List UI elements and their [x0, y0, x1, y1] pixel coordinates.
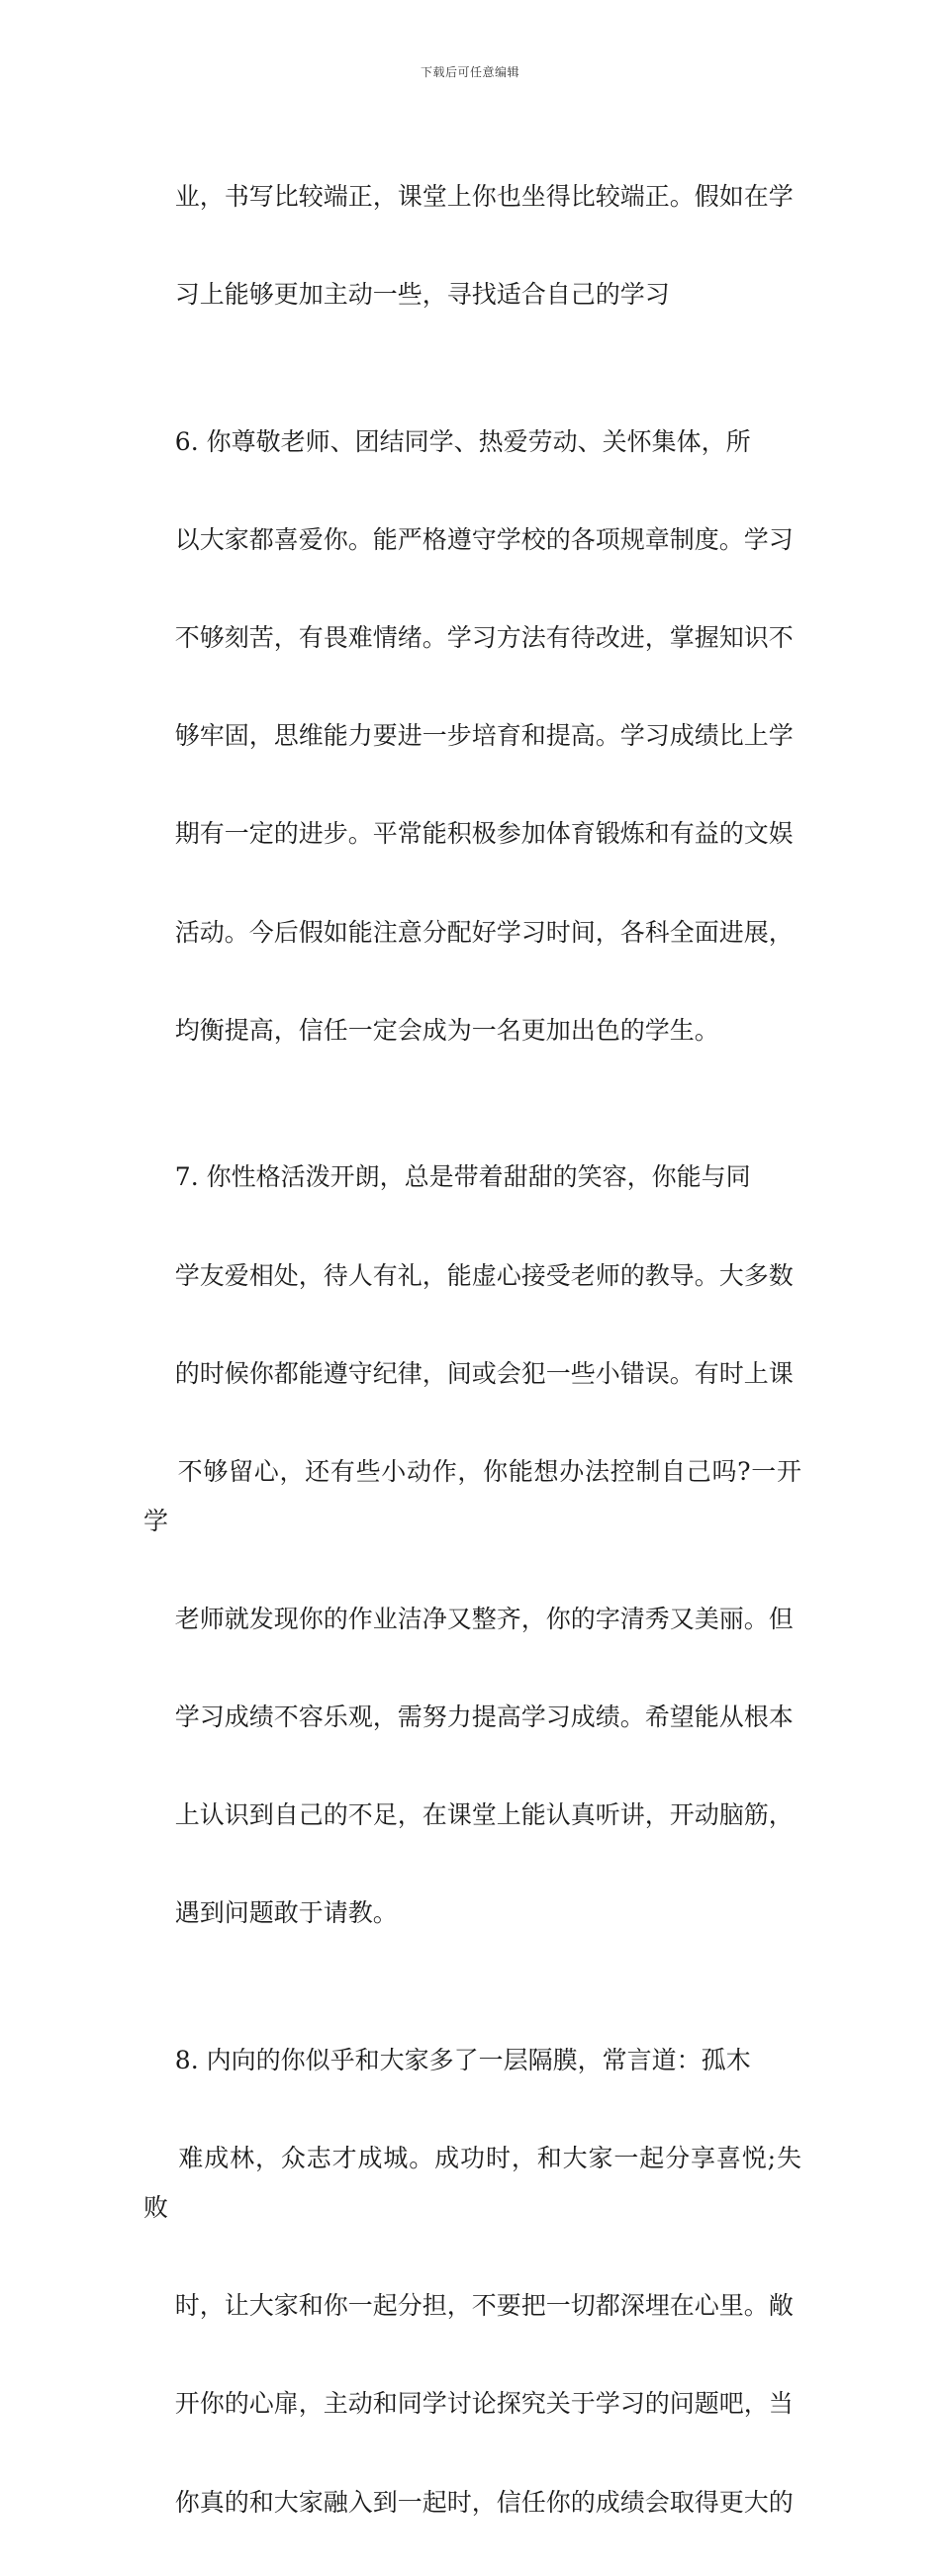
text-line: 学友爱相处，待人有礼，能虚心接受老师的教导。大多数: [174, 1260, 794, 1290]
text-line: 习上能够更加主动一些，寻找适合自己的学习: [174, 279, 670, 309]
page-header: 下载后可任意编辑: [420, 65, 519, 79]
paragraph-continuation: [143, 123, 801, 368]
text-line: 期有一定的进步。平常能积极参加体育锻炼和有益的文娱: [174, 819, 794, 849]
text-line: 不够刻苦，有畏难情绪。学习方法有待改进，掌握知识不: [174, 622, 794, 652]
text-line: 活动。今后假如能注意分配好学习时间，各科全面进展，: [174, 917, 794, 947]
text-line: 8. 内向的你似乎和大家多了一层隔膜，常言道：孤木: [174, 2046, 751, 2075]
text-line: 你真的和大家融入到一起时，信任你的成绩会取得更大的: [174, 2487, 794, 2517]
text-line: 业，书写比较端正，课堂上你也坐得比较端正。假如在学: [174, 181, 794, 211]
text-line: 均衡提高，信任一定会成为一名更加出色的学生。: [174, 1015, 719, 1045]
paragraph-item-8: [143, 1987, 801, 2576]
text-line: 开你的心扉，主动和同学讨论探究关于学习的问题吧，当: [174, 2389, 794, 2419]
text-line: 时，让大家和你一起分担，不要把一切都深埋在心里。敞: [174, 2291, 794, 2321]
text-line: 上认识到自己的不足，在课堂上能认真听讲，开动脑筋，: [174, 1800, 794, 1830]
text-line: 老师就发现你的作业洁净又整齐，你的字清秀又美丽。但: [174, 1604, 794, 1633]
text-line: 遇到问题敢于请教。: [174, 1898, 398, 1928]
text-line: 以大家都喜爱你。能严格遵守学校的各项规章制度。学习: [174, 524, 794, 554]
text-line: 的时候你都能遵守纪律，间或会犯一些小错误。有时上课: [174, 1358, 794, 1388]
text-line: 不够留心，还有些小动作，你能想办法控制自己吗?一开学: [143, 1457, 801, 1535]
paragraph-item-6: [143, 368, 801, 1104]
text-line: 7. 你性格活泼开朗，总是带着甜甜的笑容，你能与同: [174, 1162, 751, 1192]
paragraph-item-7: [143, 1104, 801, 1987]
text-line: 6. 你尊敬老师、团结同学、热爱劳动、关怀集体，所: [174, 426, 751, 456]
text-line: 够牢固，思维能力要进一步培育和提高。学习成绩比上学: [174, 721, 794, 751]
document-body: [143, 123, 801, 2576]
text-line: 难成林，众志才成城。成功时，和大家一起分享喜悦;失败: [143, 2144, 801, 2222]
text-line: 学习成绩不容乐观，需努力提高学习成绩。希望能从根本: [174, 1702, 794, 1731]
